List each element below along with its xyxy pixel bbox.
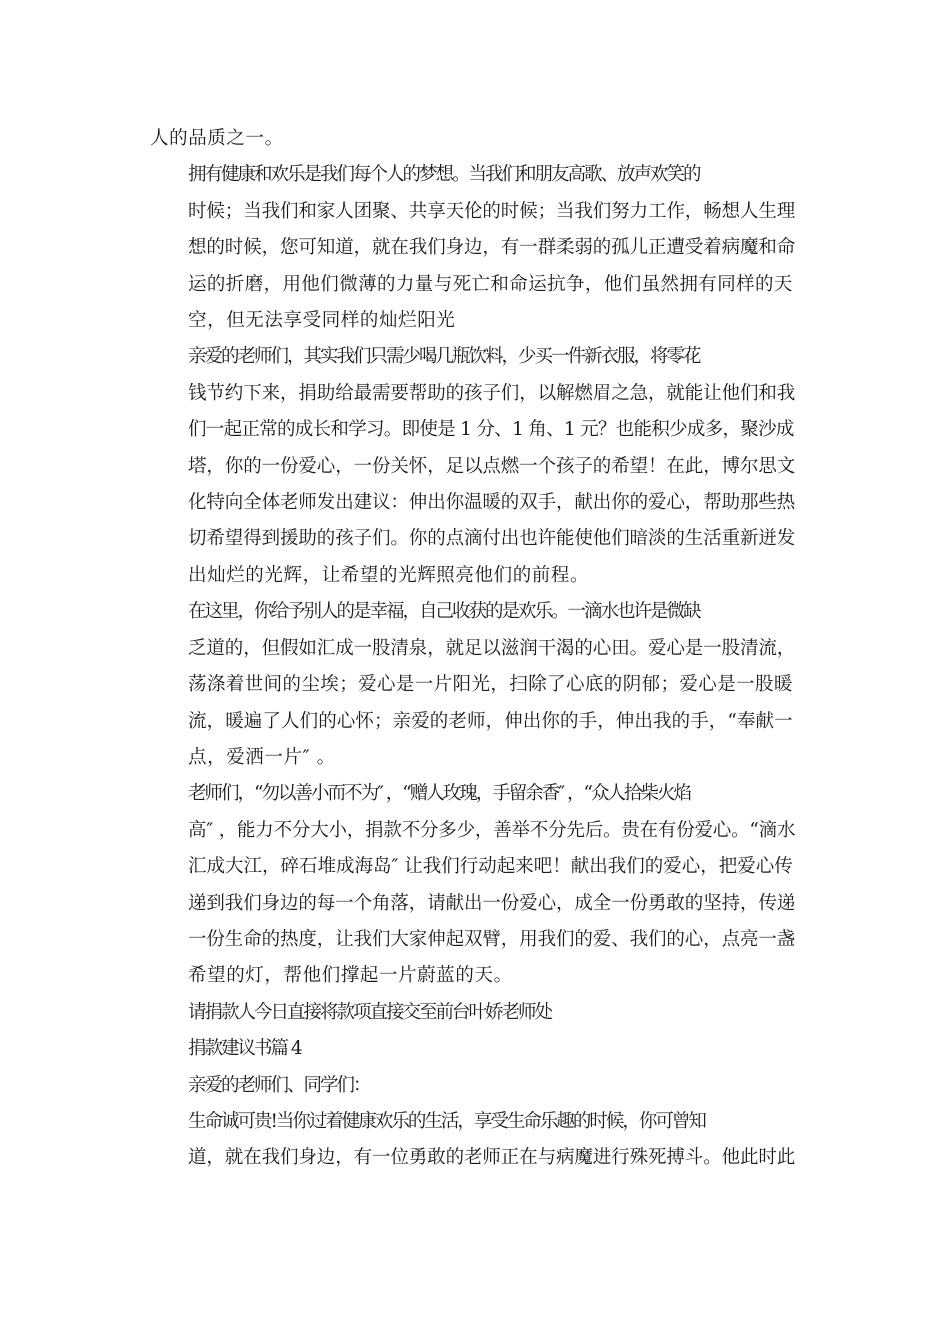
paragraph-line: 人的品质之一。 [150, 128, 284, 149]
paragraph [150, 339, 795, 594]
paragraph-line: 们一起正常的成长和学习。即使是 1 分、1 角、1 元？也能积少成多，聚沙成 [188, 419, 794, 441]
paragraph [150, 776, 795, 994]
paragraph-line: 亲爱的老师们、同学们： [188, 1074, 370, 1096]
paragraph-line: 切希望得到援助的孩子们。你的点滴付出也许能使他们暗淡的生活重新迸发 [188, 528, 796, 550]
paragraph-line: 生命诚可贵!当你过着健康欢乐的生活，享受生命乐趣的时候，你可曾知 [188, 1110, 705, 1132]
paragraph-line: 化特向全体老师发出建议：伸出你温暖的双手，献出你的爱心，帮助那些热 [188, 492, 796, 514]
paragraph-line: 道，就在我们身边，有一位勇敢的老师正在与病魔进行殊死搏斗。他此时此 [188, 1147, 796, 1169]
paragraph-line: 高″ ，能力不分大小，捐款不分多少，善举不分先后。贵在有份爱心。“滴水 [188, 819, 796, 841]
paragraph-line: 荡涤着世间的尘埃；爱心是一片阳光，扫除了心底的阴郁；爱心是一股暖 [188, 674, 793, 696]
paragraph [150, 995, 795, 1031]
paragraph [150, 157, 795, 339]
paragraph-line: 希望的灯，帮他们撑起一片蔚蓝的天。 [188, 965, 513, 987]
paragraph-line: 钱节约下来，捐助给最需要帮助的孩子们，以解燃眉之急，就能让他们和我 [188, 382, 796, 404]
paragraph-line: 捐款建议书篇 4 [188, 1038, 301, 1060]
paragraph-line: 点，爱洒一片″ 。 [188, 746, 336, 768]
paragraph [150, 594, 795, 776]
paragraph-line: 汇成大江，碎石堆成海岛″ 让我们行动起来吧！献出我们的爱心，把爱心传 [188, 856, 793, 878]
paragraph-line: 塔，你的一份爱心，一份关怀，足以点燃一个孩子的希望！在此，博尔思文 [188, 455, 796, 477]
paragraph [150, 1068, 795, 1104]
paragraph-line: 老师们，“勿以善小而不为″ ，“赠人玫瑰，手留余香″ ，“众人拾柴火焰 [188, 783, 690, 805]
paragraph-line: 亲爱的老师们，其实我们只需少喝几瓶饮料，少买一件新衣服，将零花 [188, 346, 700, 368]
paragraph-line: 空，但无法享受同样的灿烂阳光 [188, 310, 456, 332]
paragraph-line: 运的折磨，用他们微薄的力量与死亡和命运抗争，他们虽然拥有同样的天 [188, 273, 793, 295]
paragraph-line: 拥有健康和欢乐是我们每个人的梦想。当我们和朋友高歌、放声欢笑的 [188, 164, 700, 186]
paragraph-line: 在这里，你给予别人的是幸福，自己收获的是欢乐。一滴水也许是微缺 [188, 601, 700, 623]
paragraph-line: 请捐款人今日直接将款项直接交至前台叶娇老师处 [188, 1001, 552, 1023]
document-body [150, 121, 795, 1177]
paragraph [150, 1031, 795, 1067]
paragraph-line: 想的时候，您可知道，就在我们身边，有一群柔弱的孤儿正遭受着病魔和命 [188, 237, 796, 259]
paragraph-line: 递到我们身边的每一个角落，请献出一份爱心，成全一份勇敢的坚持，传递 [188, 892, 796, 914]
paragraph [150, 1104, 795, 1177]
paragraph-line: 出灿烂的光辉，让希望的光辉照亮他们的前程。 [188, 564, 590, 586]
paragraph [150, 121, 795, 157]
paragraph-line: 时候；当我们和家人团聚、共享天伦的时候；当我们努力工作，畅想人生理 [188, 200, 796, 222]
paragraph-line: 流，暖遍了人们的心怀；亲爱的老师，伸出你的手，伸出我的手，“奉献一 [188, 710, 793, 732]
paragraph-line: 乏道的，但假如汇成一股清泉，就足以滋润干渴的心田。爱心是一股清流， [188, 637, 796, 659]
paragraph-line: 一份生命的热度，让我们大家伸起双臂，用我们的爱、我们的心，点亮一盏 [188, 928, 796, 950]
